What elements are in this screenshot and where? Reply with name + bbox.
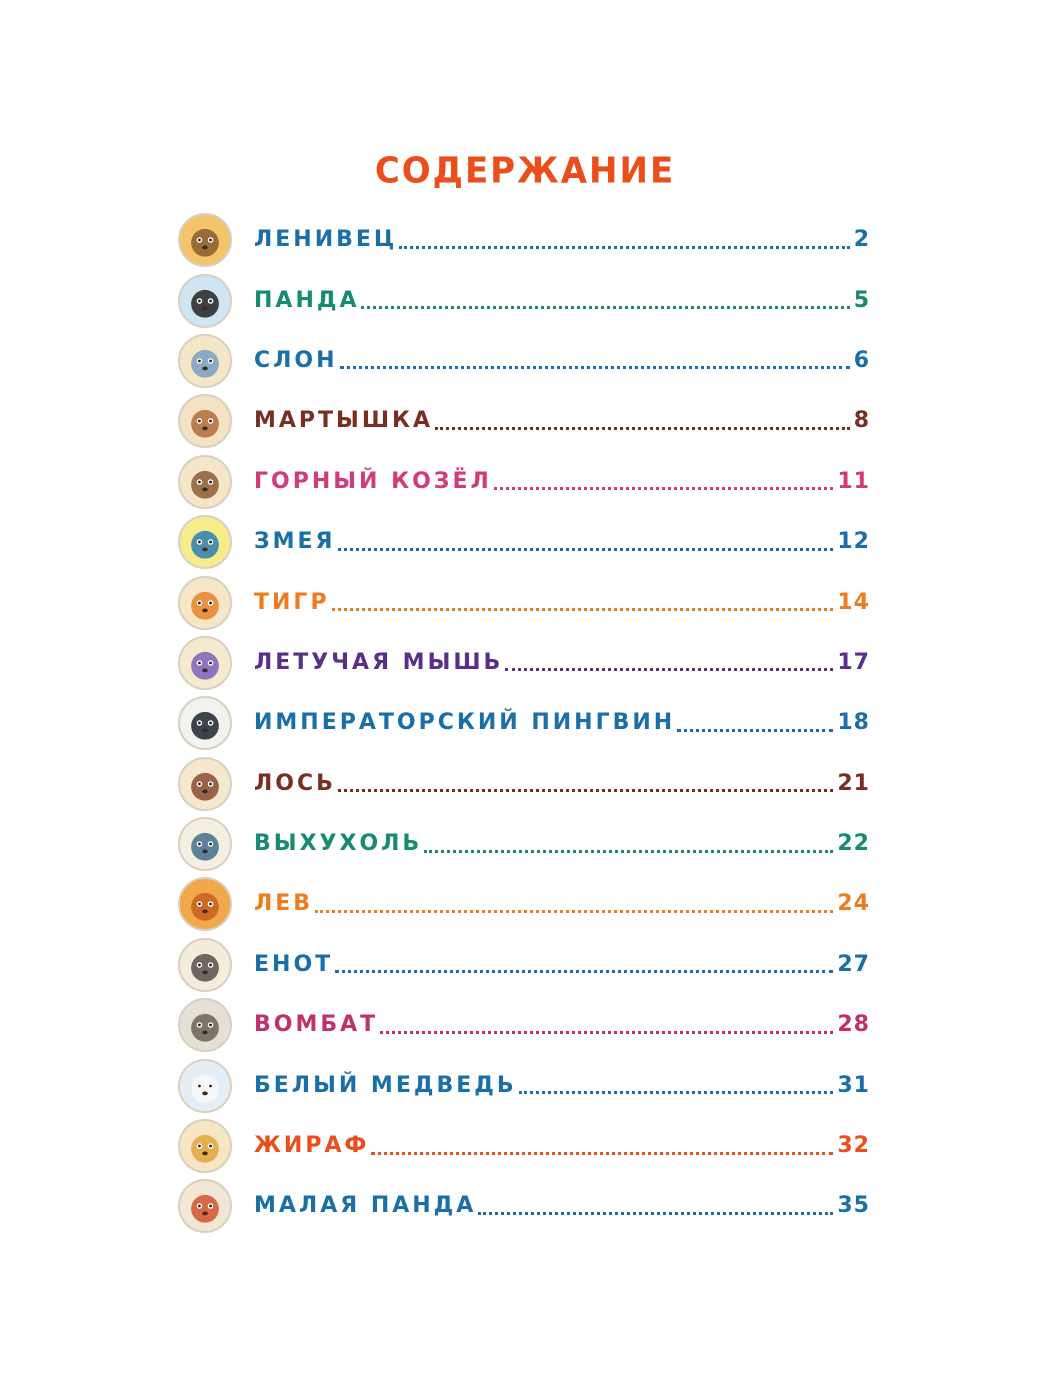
toc-entry-title: ИМПЕРАТОРСКИЙ ПИНГВИН: [254, 710, 676, 736]
moose-icon: [178, 757, 232, 811]
toc-entry-title: ЛЕВ: [254, 891, 314, 917]
penguin-icon: [178, 696, 232, 750]
toc-entry[interactable]: [178, 512, 870, 572]
toc-entry[interactable]: [178, 572, 870, 632]
toc-entry-title: МАРТЫШКА: [254, 408, 434, 434]
dot-leader: [338, 789, 833, 792]
toc-page-number: 24: [837, 891, 870, 917]
toc-page-number: 21: [837, 770, 870, 796]
wombat-icon: [178, 998, 232, 1052]
lion-icon: [178, 877, 232, 931]
toc-entry-title: ЛОСЬ: [254, 770, 336, 796]
page-title: СОДЕРЖАНИЕ: [374, 149, 676, 192]
toc-entry[interactable]: [178, 331, 870, 391]
toc-entry-title: ЛЕТУЧАЯ МЫШЬ: [254, 649, 504, 675]
dot-leader: [332, 608, 834, 611]
toc-entry-title: ВОМБАТ: [254, 1012, 379, 1038]
dot-leader: [435, 427, 850, 430]
giraffe-icon: [178, 1119, 232, 1173]
toc-page-number: 22: [837, 831, 870, 857]
toc-entry-title: ЛЕНИВЕЦ: [254, 227, 398, 253]
dot-leader: [478, 1212, 833, 1215]
dot-leader: [505, 668, 833, 671]
panda-icon: [178, 274, 232, 328]
dot-leader: [399, 246, 849, 249]
toc-entry-title: МАЛАЯ ПАНДА: [254, 1193, 477, 1219]
toc-page-number: 8: [853, 408, 870, 434]
toc-entry[interactable]: [178, 452, 870, 512]
toc-page-number: 6: [853, 347, 870, 373]
toc-entry[interactable]: [178, 935, 870, 995]
raccoon-icon: [178, 938, 232, 992]
toc-page-number: 27: [837, 951, 870, 977]
mountain-goat-icon: [178, 455, 232, 509]
toc-entry-title: СЛОН: [254, 347, 338, 373]
toc-entry-title: ПАНДА: [254, 287, 360, 313]
toc-entry-title: ТИГР: [254, 589, 330, 615]
toc-entry[interactable]: [178, 1116, 870, 1176]
toc-page-number: 2: [853, 227, 870, 253]
tiger-icon: [178, 576, 232, 630]
toc-entry[interactable]: [178, 874, 870, 934]
toc-entry[interactable]: [178, 995, 870, 1055]
toc-entry-title: ЕНОТ: [254, 951, 334, 977]
snake-icon: [178, 515, 232, 569]
toc-entry[interactable]: [178, 1176, 870, 1236]
dot-leader: [494, 487, 834, 490]
dot-leader: [371, 1152, 833, 1155]
toc-entry[interactable]: [178, 1055, 870, 1115]
toc-entry[interactable]: [178, 754, 870, 814]
dot-leader: [361, 306, 849, 309]
toc-entry[interactable]: [178, 693, 870, 753]
toc-entry-title: ЗМЕЯ: [254, 529, 336, 555]
table-of-contents: [178, 210, 870, 1237]
elephant-icon: [178, 334, 232, 388]
red-panda-icon: [178, 1179, 232, 1233]
dot-leader: [519, 1091, 834, 1094]
toc-page-number: 35: [837, 1193, 870, 1219]
sloth-icon: [178, 213, 232, 267]
desman-icon: [178, 817, 232, 871]
toc-entry-title: ЖИРАФ: [254, 1133, 370, 1159]
dot-leader: [335, 970, 833, 973]
polar-bear-icon: [178, 1059, 232, 1113]
toc-entry[interactable]: [178, 391, 870, 451]
toc-entry[interactable]: [178, 814, 870, 874]
dot-leader: [424, 850, 833, 853]
dot-leader: [340, 366, 850, 369]
dot-leader: [677, 729, 833, 732]
bat-icon: [178, 636, 232, 690]
toc-page-number: 17: [837, 649, 870, 675]
toc-page-number: 12: [837, 529, 870, 555]
toc-page-number: 32: [837, 1133, 870, 1159]
toc-entry[interactable]: [178, 270, 870, 330]
toc-page-number: 5: [853, 287, 870, 313]
toc-entry[interactable]: [178, 633, 870, 693]
toc-page-number: 28: [837, 1012, 870, 1038]
toc-entry-title: ВЫХУХОЛЬ: [254, 831, 423, 857]
toc-page-number: 14: [837, 589, 870, 615]
toc-entry-title: ГОРНЫЙ КОЗЁЛ: [254, 468, 492, 494]
toc-entry-title: БЕЛЫЙ МЕДВЕДЬ: [254, 1072, 517, 1098]
toc-page-number: 31: [837, 1072, 870, 1098]
dot-leader: [315, 910, 833, 913]
monkey-icon: [178, 394, 232, 448]
dot-leader: [380, 1031, 833, 1034]
dot-leader: [338, 548, 834, 551]
toc-page-number: 11: [837, 468, 870, 494]
toc-entry[interactable]: [178, 210, 870, 270]
toc-page-number: 18: [837, 710, 870, 736]
